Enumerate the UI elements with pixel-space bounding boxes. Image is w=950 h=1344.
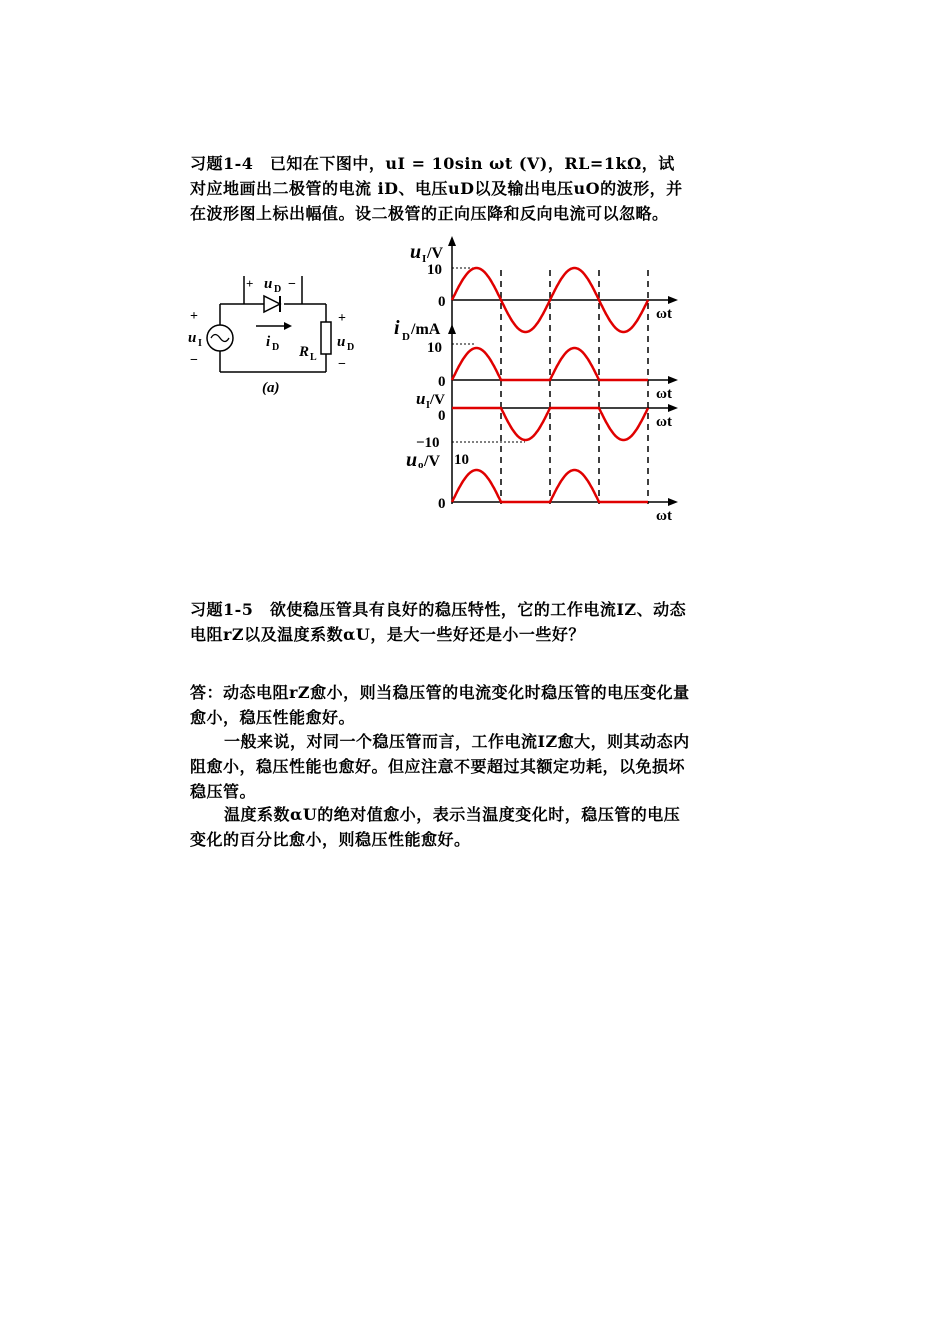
resistor-sub: L	[310, 352, 317, 363]
current-label: i	[266, 334, 271, 350]
panel1-ylabel-unit: /V	[427, 245, 443, 262]
waveform-chart	[380, 234, 700, 530]
panel2-ylabel-sub: D	[402, 331, 410, 343]
panel2-ylabel-main: i	[394, 317, 400, 339]
circuit-diagram	[180, 268, 380, 408]
source-label: u	[188, 330, 197, 346]
diode-plus: +	[246, 276, 254, 291]
panel4-ylabel-unit: /V	[424, 453, 440, 470]
problem-1-5-question: 习题1-5 欲使稳压管具有良好的稳压特性，它的工作电流IZ、动态电阻rZ以及温度系数αU，是大一些好还是小一些好？	[190, 600, 687, 644]
panel1-ylabel-main: u	[410, 241, 422, 263]
panel3-ylabel-sub: I	[426, 400, 430, 411]
source-plus: +	[190, 309, 198, 324]
panel4-tick-10: 10	[454, 452, 469, 468]
panel3-tick-neg10: −10	[416, 435, 440, 451]
current-sub: D	[272, 342, 280, 353]
panel2-tick-10: 10	[427, 340, 442, 356]
panel3-xlabel: ωt	[656, 414, 672, 430]
diode-minus: −	[288, 277, 296, 292]
panel2-ylabel-unit: /mA	[411, 321, 441, 338]
circuit-caption: (a)	[262, 380, 280, 396]
output-minus: −	[338, 357, 346, 372]
panel3-tick-0: 0	[438, 408, 446, 424]
panel1-tick-0: 0	[438, 294, 446, 310]
diode-voltage-label: u	[264, 276, 273, 292]
output-sub: D	[347, 342, 355, 353]
panel4-ylabel-sub: o	[418, 459, 424, 471]
panel3-ylabel-unit: /V	[430, 392, 445, 408]
resistor-label: R	[299, 344, 310, 360]
panel4-ylabel-main: u	[406, 449, 418, 471]
panel3-ylabel-main: u	[416, 389, 426, 408]
panel1-xlabel: ωt	[656, 306, 672, 322]
panel4-xlabel: ωt	[656, 508, 672, 524]
diode-voltage-sub: D	[274, 284, 282, 295]
panel1-tick-10: 10	[427, 262, 442, 278]
panel2-tick-0: 0	[438, 374, 446, 390]
output-plus: +	[338, 311, 346, 326]
panel1-ylabel-sub: I	[422, 253, 427, 265]
waveform-uo	[452, 470, 648, 502]
answer-paragraph-2: 一般来说，对同一个稳压管而言，工作电流IZ愈大，则其动态内阻愈小，稳压性能也愈好。但应注意不要超过其额定功耗，以免损坏稳压管。	[190, 732, 690, 801]
panel4-tick-0: 0	[438, 496, 446, 512]
answer-paragraph-3: 温度系数αU的绝对值愈小，表示当温度变化时，稳压管的电压变化的百分比愈小，则稳压性能愈好。	[190, 805, 681, 849]
answer-paragraph-1: 答：动态电阻rZ愈小，则当稳压管的电流变化时稳压管的电压变化量愈小，稳压性能愈好。	[190, 683, 690, 727]
source-minus: −	[190, 353, 198, 368]
diode-symbol	[264, 296, 280, 312]
output-label: u	[337, 334, 346, 350]
panel2-xlabel: ωt	[656, 386, 672, 402]
source-sub: I	[198, 338, 202, 349]
problem-1-4-text: 习题1-4 已知在下图中，uI = 10sin ωt (V)，RL=1kΩ，试对应地画出二极管的电流 iD、电压uD以及输出电压uO的波形，并在波形图上标出幅值。设二极管的正向压降和反向电流可以忽略。	[190, 154, 683, 223]
